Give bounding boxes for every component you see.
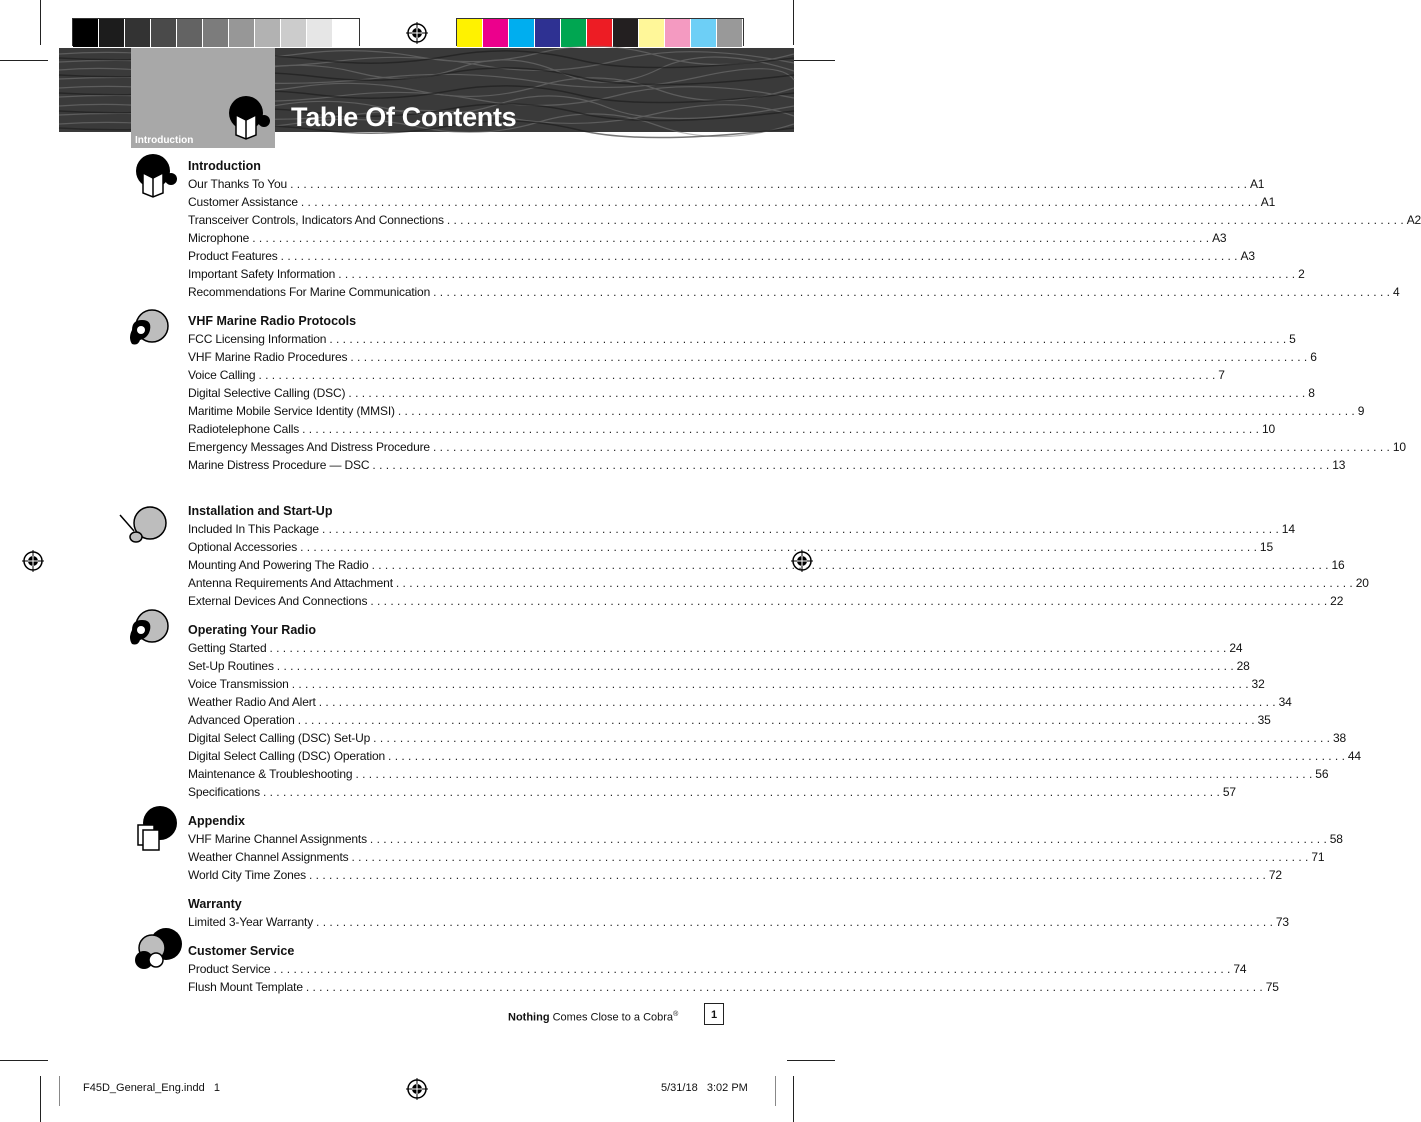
toc-entry-page: 7 [1218,368,1225,382]
toc-entry-page: A3 [1240,249,1255,263]
dot-leader [373,729,1330,747]
toc-entry-title: VHF Marine Radio Procedures [188,350,348,364]
toc-section-customer-service [188,942,1279,996]
grayscale-color-bar [72,18,360,46]
toc-entry [188,639,1243,657]
section-heading: Customer Service [188,944,295,958]
toc-entry [188,574,1369,592]
dot-leader [433,283,1390,301]
registered-mark: ® [673,1011,679,1018]
dot-leader [269,639,1226,657]
section-heading: Introduction [188,159,261,173]
toc-entry-title: Customer Assistance [188,195,298,209]
gray-swatch [177,19,203,47]
toc-entry-title: Recommendations For Marine Communication [188,285,431,299]
gray-swatch [203,19,229,47]
toc-entry-title: Our Thanks To You [188,177,288,191]
color-swatch [691,19,717,47]
gray-swatch [333,19,359,47]
crop-mark [793,1076,794,1122]
toc-entry-title: Emergency Messages And Distress Procedure [188,440,430,454]
dot-leader [447,211,1404,229]
toc-entry-page: 24 [1229,641,1243,655]
slug-rule [59,1076,60,1106]
dot-leader [252,229,1209,247]
toc-entry [188,175,1265,193]
toc-entry-page: 14 [1281,522,1295,536]
gray-swatch [255,19,281,47]
gray-swatch [281,19,307,47]
toc-entry-title: Advanced Operation [188,713,295,727]
toc-entry-page: 57 [1222,785,1236,799]
dot-leader [350,348,1307,366]
toc-section-introduction [188,157,1421,301]
slug-filename: F45D_General_Eng.indd 1 [83,1082,220,1094]
dot-leader [348,384,1305,402]
toc-entry [188,438,1406,456]
toc-entry-title: Digital Select Calling (DSC) Set-Up [188,731,371,745]
color-swatch [509,19,535,47]
toc-entry-page: 2 [1298,267,1305,281]
toc-entry-title: Optional Accessories [188,540,298,554]
toc-entry [188,193,1276,211]
crop-mark [40,1076,41,1122]
dot-leader [277,657,1234,675]
toc-entry-page: 13 [1332,458,1346,472]
toc-entry-page: 58 [1329,832,1343,846]
dot-leader [329,330,1286,348]
toc-entry-title: Digital Select Calling (DSC) Operation [188,749,386,763]
toc-entry [188,265,1305,283]
book-icon [226,95,272,139]
toc-entry [188,556,1345,574]
toc-entry [188,211,1421,229]
toc-entry [188,283,1400,301]
toc-entry [188,830,1343,848]
toc-entry-title: Product Features [188,249,278,263]
dot-leader [322,520,1279,538]
dot-leader [258,366,1215,384]
crop-mark [787,1060,835,1061]
toc-entry-page: 32 [1251,677,1265,691]
toc-entry-page: 75 [1265,980,1279,994]
toc-entry-title: Mounting And Powering The Radio [188,558,369,572]
dot-leader [355,765,1312,783]
toc-entry [188,538,1273,556]
toc-entry [188,657,1250,675]
screwdriver-icon [118,505,168,547]
toc-entry-page: 4 [1392,285,1400,299]
toc-entry-title: Digital Selective Calling (DSC) [188,386,346,400]
dot-leader [433,438,1390,456]
toc-entry-title: Important Safety Information [188,267,336,281]
toc-section-operating [188,621,1361,801]
toc-entry-title: Set-Up Routines [188,659,274,673]
toc-entry-page: 28 [1236,659,1250,673]
toc-entry-title: Getting Started [188,641,267,655]
dot-leader [396,574,1353,592]
dot-leader [290,175,1247,193]
section-heading: Appendix [188,814,245,828]
tagline-text: Comes Close to a Cobra [552,1011,674,1024]
toc-entry [188,693,1292,711]
toc-entry-title: Radiotelephone Calls [188,422,300,436]
color-swatch [639,19,665,47]
crop-mark [793,0,794,45]
toc-entry [188,456,1346,474]
book-icon [133,153,179,197]
people-icon [130,926,184,972]
toc-entry [188,711,1271,729]
toc-entry-page: A1 [1260,195,1276,209]
dot-leader [316,913,1273,931]
gray-swatch [307,19,333,47]
toc-entry-title: Maritime Mobile Service Identity (MMSI) [188,404,395,418]
toc-entry [188,520,1295,538]
toc-entry [188,592,1344,610]
ear-icon [126,608,170,650]
toc-entry-title: Maintenance & Troubleshooting [188,767,353,781]
toc-entry [188,384,1315,402]
toc-entry-title: Flush Mount Template [188,980,303,994]
section-tab-label: Introduction [135,135,194,146]
registration-mark-icon [22,550,44,572]
toc-entry [188,747,1361,765]
toc-entry [188,330,1296,348]
toc-entry [188,247,1255,265]
gray-swatch [99,19,125,47]
dot-leader [306,978,1263,996]
gray-swatch [73,19,99,47]
toc-entry-title: VHF Marine Channel Assignments [188,832,367,846]
toc-entry [188,402,1365,420]
toc-entry-title: External Devices And Connections [188,594,368,608]
process-color-bar [456,18,744,46]
tagline-bold: Nothing [508,1011,550,1024]
toc-entry [188,675,1265,693]
toc-entry-title: Voice Transmission [188,677,289,691]
slug-date: 5/31/18 3:02 PM [661,1082,748,1094]
toc-entry-page: A1 [1249,177,1265,191]
toc-entry-page: 15 [1259,540,1273,554]
dot-leader [372,456,1329,474]
dot-leader [398,402,1355,420]
toc-entry-page: 71 [1311,850,1325,864]
dot-leader [292,675,1249,693]
dot-leader [372,556,1329,574]
registration-mark-icon [406,1078,428,1100]
toc-entry-page: 16 [1331,558,1345,572]
toc-entry-page: 44 [1347,749,1361,763]
toc-entry-page: 6 [1310,350,1317,364]
toc-entry-title: Transceiver Controls, Indicators And Connections [188,213,444,227]
toc-entry-page: 38 [1333,731,1347,745]
toc-entry [188,978,1279,996]
dot-leader [301,193,1258,211]
toc-entry-title: FCC Licensing Information [188,332,327,346]
toc-entry-title: Weather Radio And Alert [188,695,316,709]
toc-entry-title: Microphone [188,231,250,245]
section-heading: Operating Your Radio [188,623,317,637]
dot-leader [273,960,1230,978]
footer-tagline [508,1011,678,1024]
toc-entry-page: 8 [1308,386,1315,400]
page-title: Table Of Contents [291,102,517,132]
toc-entry-page: 10 [1392,440,1406,454]
dot-leader [309,866,1266,884]
dot-leader [370,830,1327,848]
toc-entry [188,729,1347,747]
gray-swatch [125,19,151,47]
toc-entry [188,348,1317,366]
toc-entry-title: Antenna Requirements And Attachment [188,576,393,590]
section-heading: Warranty [188,897,242,911]
toc-entry-page: 22 [1330,594,1344,608]
toc-entry-page: 9 [1357,404,1365,418]
dot-leader [298,711,1255,729]
crop-mark [0,1060,48,1061]
dot-leader [388,747,1345,765]
toc-entry-page: 72 [1268,868,1282,882]
crop-mark [787,60,835,61]
dot-leader [370,592,1327,610]
page-number: 1 [704,1003,724,1025]
color-swatch [483,19,509,47]
toc-entry-title: Product Service [188,962,271,976]
toc-entry [188,866,1282,884]
ear-icon [126,308,170,350]
dot-leader [263,783,1220,801]
section-heading: Installation and Start-Up [188,504,333,518]
gray-swatch [151,19,177,47]
toc-entry [188,783,1236,801]
toc-entry-page: 34 [1278,695,1292,709]
toc-entry-page: 56 [1315,767,1329,781]
toc-entry [188,366,1225,384]
toc-entry-title: World City Time Zones [188,868,306,882]
dot-leader [281,247,1238,265]
toc-entry-title: Specifications [188,785,260,799]
toc-entry-title: Voice Calling [188,368,256,382]
toc-entry [188,765,1329,783]
color-swatch [457,19,483,47]
crop-mark [40,0,41,45]
toc-entry-page: 73 [1275,915,1289,929]
toc-entry-page: 10 [1261,422,1275,436]
color-swatch [535,19,561,47]
toc-entry-title: Weather Channel Assignments [188,850,349,864]
color-swatch [717,19,743,47]
toc-section-appendix [188,812,1343,884]
pages-icon [134,805,180,851]
registration-mark-icon [406,22,428,44]
gray-swatch [229,19,255,47]
toc-entry-page: 20 [1355,576,1369,590]
toc-entry-page: 5 [1289,332,1296,346]
toc-entry [188,913,1289,931]
dot-leader [352,848,1309,866]
color-swatch [561,19,587,47]
crop-mark [0,60,48,61]
color-swatch [613,19,639,47]
slug-rule [775,1076,776,1106]
toc-entry [188,229,1227,247]
toc-entry-page: 35 [1257,713,1271,727]
color-swatch [665,19,691,47]
dot-leader [302,420,1259,438]
toc-entry-title: Limited 3-Year Warranty [188,915,314,929]
toc-entry-title: Included In This Package [188,522,319,536]
toc-entry-title: Marine Distress Procedure — DSC [188,458,370,472]
dot-leader [300,538,1257,556]
toc-entry [188,960,1247,978]
toc-section-vhf-protocols [188,312,1406,474]
toc-entry [188,848,1325,866]
color-swatch [587,19,613,47]
toc-entry-page: 74 [1233,962,1247,976]
toc-entry-page: A2 [1406,213,1421,227]
dot-leader [319,693,1276,711]
dot-leader [338,265,1295,283]
toc-entry [188,420,1275,438]
toc-entry-page: A3 [1212,231,1227,245]
toc-section-warranty [188,895,1289,931]
section-heading: VHF Marine Radio Protocols [188,314,357,328]
toc-section-installation [188,502,1369,610]
